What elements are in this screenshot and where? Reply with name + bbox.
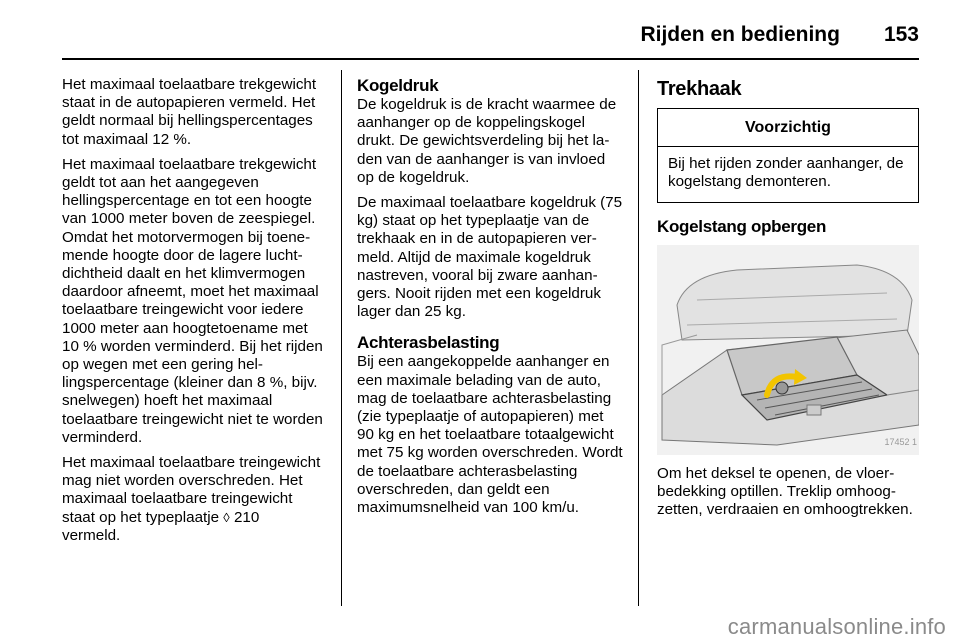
paragraph: De maximaal toelaatbare kogeldruk (75 kg) staat op het typeplaatje van de trekhaak en in de autopapieren vermeld. Altijd de maximale kogeldruk nastreven, vooral bij zware aanhangers. Nooit rijden met een kogeldruk lager dan 25 kg.: [357, 194, 623, 321]
column-1: [62, 76, 326, 552]
paragraph-text: vermeld.: [62, 526, 121, 544]
column-divider: [638, 70, 639, 606]
paragraph: Het maximaal toelaatbare trekgewicht geldt tot aan het aangegeven hellingspercentage en tot een hoogte van 1000 meter boven de zeespiegel. Omdat het motorvermogen bij toenemende hoogte door de lagere luchtdichtheid daalt en het klimvermogen daardoor afneemt, moet het maximaal toelaatbare treingewicht voor iedere 1000 meter aan hoogtetoename met 10 % worden verminderd. Bij het rijden op wegen met een gering hellingspercentage (kleiner dan 8 %, bijv. snelwegen) hoeft het maximaal toelaatbare treingewicht niet te worden verminderd.: [62, 155, 323, 446]
caution-title: Voorzichtig: [658, 109, 918, 147]
paragraph-text: Het maximaal toelaatbare treingewicht mag niet worden overschreden. Het maximaal toelaatbare treingewicht staat op het typeplaatje: [62, 454, 321, 526]
caution-text: Bij het rijden zonder aanhanger, de kogelstang demonteren.: [668, 155, 904, 191]
page-ref-arrow-icon: ◊: [223, 509, 230, 525]
section-title: Trekhaak: [657, 78, 742, 100]
paragraph: [62, 454, 326, 545]
subsection-heading: Kogelstang opbergen: [657, 216, 827, 236]
paragraph: De kogeldruk is de kracht waarmee de aanhanger op de koppelingskogel drukt. De gewichtsverdeling bij het laden van de aanhanger is van invloed op de kogeldruk.: [357, 96, 617, 186]
paragraph: Bij een aangekoppelde aanhanger en een maximale belading van de auto, mag de toelaatbare achterasbelasting (zie typeplaatje of autopapieren) met 90 kg en het toelaatbare totaalgewicht met 75 kg worden overschreden. Wordt de toelaatbare achterasbelasting overschreden, dan geldt een maximumsnelheid van 100 km/u.: [357, 353, 623, 517]
page-ref-link[interactable]: 210: [229, 508, 260, 526]
column-2: [357, 76, 623, 524]
paragraph: Om het deksel te openen, de vloerbedekking optillen. Treklip omhoogzetten, verdraaien en omhoogtrekken.: [657, 464, 913, 519]
page-header: [62, 12, 919, 60]
column-divider: [341, 70, 342, 606]
paragraph: Het maximaal toelaatbare trekgewicht staat in de autopapieren vermeld. Het geldt normaal bij hellingspercentages tot maximaal 12 %.: [62, 76, 317, 148]
figure-number: 17452 1: [884, 437, 917, 448]
section-heading: Achterasbelasting: [357, 333, 500, 353]
caution-box: [657, 108, 919, 203]
page-number: 153: [883, 23, 919, 46]
trunk-floor-drawing: [657, 245, 919, 455]
column-3: [657, 76, 919, 526]
trunk-illustration: [657, 245, 919, 455]
header-title: Rijden en bediening: [640, 23, 840, 46]
section-heading: Kogeldruk: [357, 76, 439, 95]
watermark: carmanualsonline.info: [727, 614, 946, 639]
